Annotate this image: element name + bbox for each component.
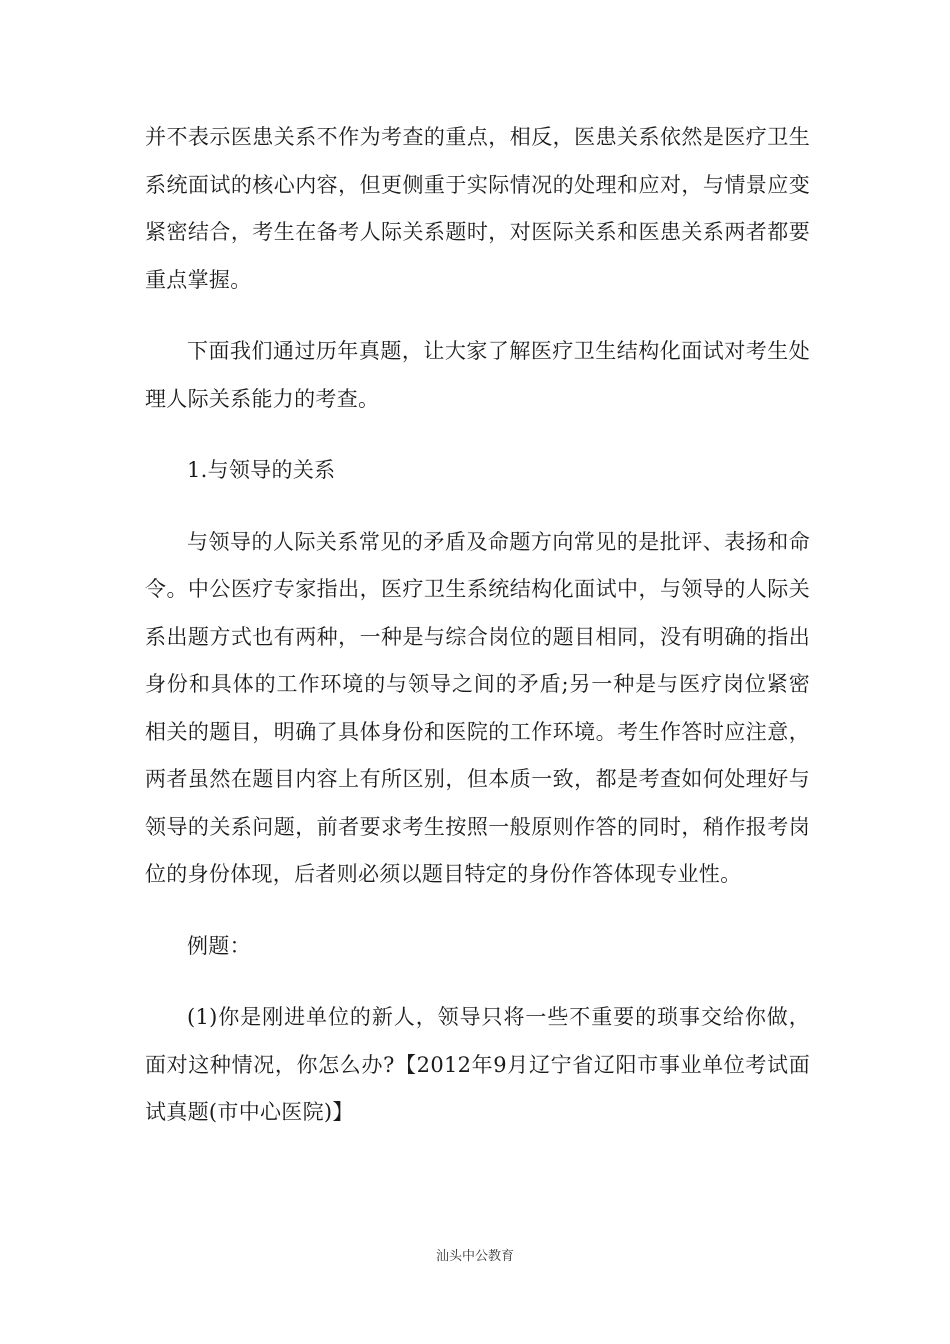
example-label: 例题：: [187, 933, 251, 958]
example-question-1: (1)你是刚进单位的新人，领导只将一些不重要的琐事交给你做，面对这种情况，你怎么办?【2012年9月辽宁省辽阳市事业单位考试面试真题(市中心医院)】: [145, 1005, 810, 1124]
section-heading: 1.与领导的关系: [187, 458, 336, 482]
paragraph-continuation: 并不表示医患关系不作为考查的重点，相反，医患关系依然是医疗卫生系统面试的核心内容，但更侧重于实际情况的处理和应对，与情景应变紧密结合，考生在备考人际关系题时，对医际关系和医患关系两者都要重点掌握。: [145, 125, 810, 292]
document-body: [145, 114, 810, 1161]
paragraph-intro: 下面我们通过历年真题，让大家了解医疗卫生结构化面试对考生处理人际关系能力的考查。: [145, 339, 810, 411]
paragraph-leader-relations: 与领导的人际关系常见的矛盾及命题方向常见的是批评、表扬和命令。中公医疗专家指出，医疗卫生系统结构化面试中，与领导的人际关系出题方式也有两种，一种是与综合岗位的题目相同，没有明确的指出身份和具体的工作环境的与领导之间的矛盾;另一种是与医疗岗位紧密相关的题目，明确了具体身份和医院的工作环境。考生作答时应注意，两者虽然在题目内容上有所区别，但本质一致，都是考查如何处理好与领导的关系问题，前者要求考生按照一般原则作答的同时，稍作报考岗位的身份体现，后者则必须以题目特定的身份作答体现专业性。: [145, 529, 810, 886]
page-footer: 汕头中公教育: [435, 1249, 514, 1264]
